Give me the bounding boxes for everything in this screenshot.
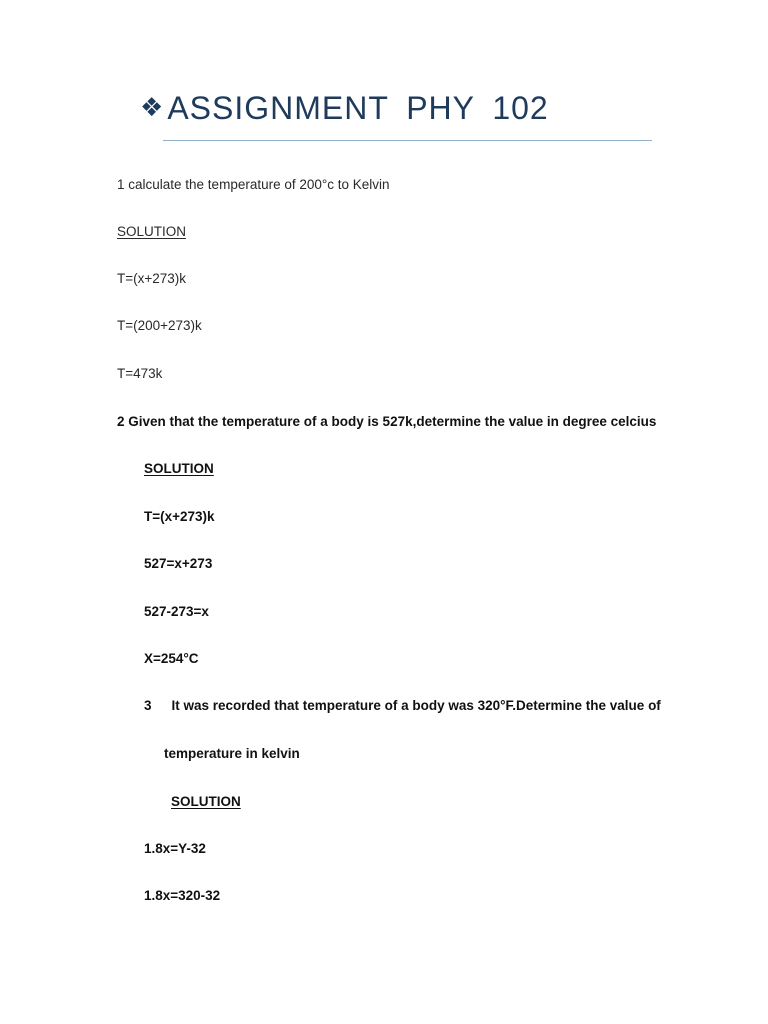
question-3-line-1 [144, 699, 661, 713]
title-underline-divider [163, 140, 652, 141]
page-title [140, 92, 549, 124]
question-1: 1 calculate the temperature of 200°c to Kelvin [117, 177, 390, 192]
q1-solution-label: SOLUTION [117, 224, 187, 239]
q3-solution-label: SOLUTION [171, 794, 241, 809]
title-text: ASSIGNMENT PHY 102 [167, 90, 549, 126]
q2-solution-label: SOLUTION [144, 461, 214, 476]
q3-step-1: 1.8x=Y-32 [144, 841, 206, 856]
q3-step-2: 1.8x=320-32 [144, 888, 221, 903]
question-3-number: 3 [144, 698, 152, 713]
q2-step-1: T=(x+273)k [144, 509, 215, 524]
q2-step-4: X=254°C [144, 651, 199, 666]
q1-step-2: T=(200+273)k [117, 318, 202, 333]
question-3-text: It was recorded that temperature of a body was 320°F.Determine the value of [171, 698, 661, 713]
question-2: 2 Given that the temperature of a body is 527k,determine the value in degree celcius [117, 414, 657, 429]
q2-step-2: 527=x+273 [144, 556, 213, 571]
diamond-bullet-icon: ❖ [140, 93, 164, 123]
question-3-line-2: temperature in kelvin [164, 746, 300, 761]
q1-step-1: T=(x+273)k [117, 271, 187, 286]
q2-step-3: 527-273=x [144, 604, 209, 619]
q1-step-3: T=473k [117, 366, 163, 381]
